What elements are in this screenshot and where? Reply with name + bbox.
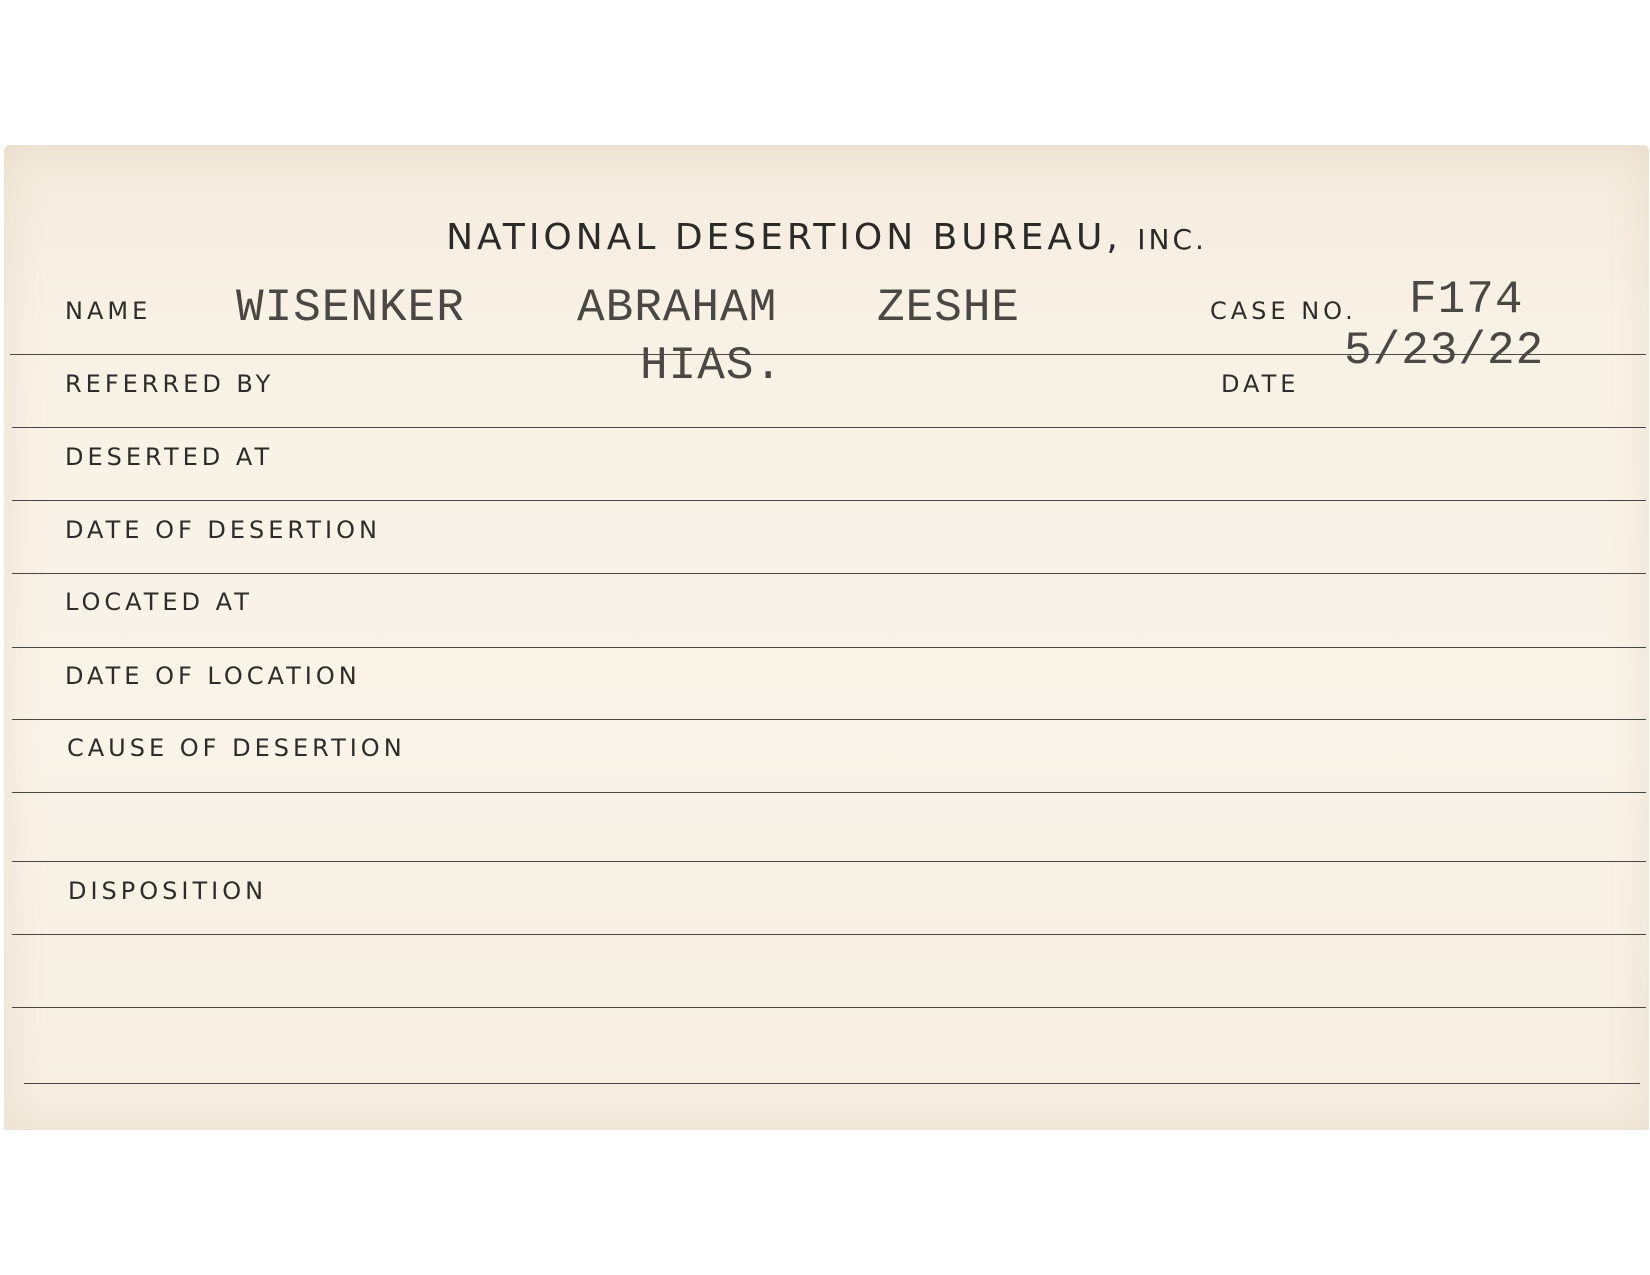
date-of-desertion-underline: [12, 573, 1646, 574]
deserted-at-underline: [12, 500, 1646, 501]
card-heading: [4, 217, 1649, 258]
cause-of-desertion-underline: [12, 792, 1646, 793]
deserted-at-label: DESERTED AT: [65, 443, 274, 471]
card-title: NATIONAL DESERTION BUREAU,: [446, 217, 1122, 258]
disposition-label: DISPOSITION: [68, 877, 268, 905]
referred-by-label: REFERRED BY: [65, 370, 275, 398]
referred-by-underline: [12, 427, 1646, 428]
located-at-label: LOCATED AT: [65, 588, 253, 616]
disposition-extra-underline-1: [12, 1007, 1646, 1008]
name-other-value: ZESHE: [877, 282, 1021, 334]
date-of-location-underline: [12, 719, 1646, 720]
case-no-value: F174: [1409, 274, 1524, 326]
card-title-suffix: INC.: [1137, 223, 1207, 256]
referred-by-value: HIAS.: [640, 340, 784, 392]
case-no-label: CASE NO.: [1210, 297, 1357, 325]
date-label: DATE: [1221, 370, 1300, 398]
name-surname-value: WISENKER: [236, 282, 465, 334]
cause-extra-underline: [12, 861, 1646, 862]
disposition-extra-underline-2: [24, 1083, 1640, 1084]
name-given-value: ABRAHAM: [577, 282, 778, 334]
date-of-desertion-label: DATE OF DESERTION: [65, 516, 381, 544]
date-value: 5/23/22: [1344, 325, 1545, 377]
disposition-underline: [12, 934, 1646, 935]
date-of-location-label: DATE OF LOCATION: [65, 662, 361, 690]
name-label: NAME: [65, 297, 152, 325]
index-card: [4, 145, 1649, 1130]
located-at-underline: [12, 647, 1646, 648]
cause-of-desertion-label: CAUSE OF DESERTION: [67, 734, 406, 762]
